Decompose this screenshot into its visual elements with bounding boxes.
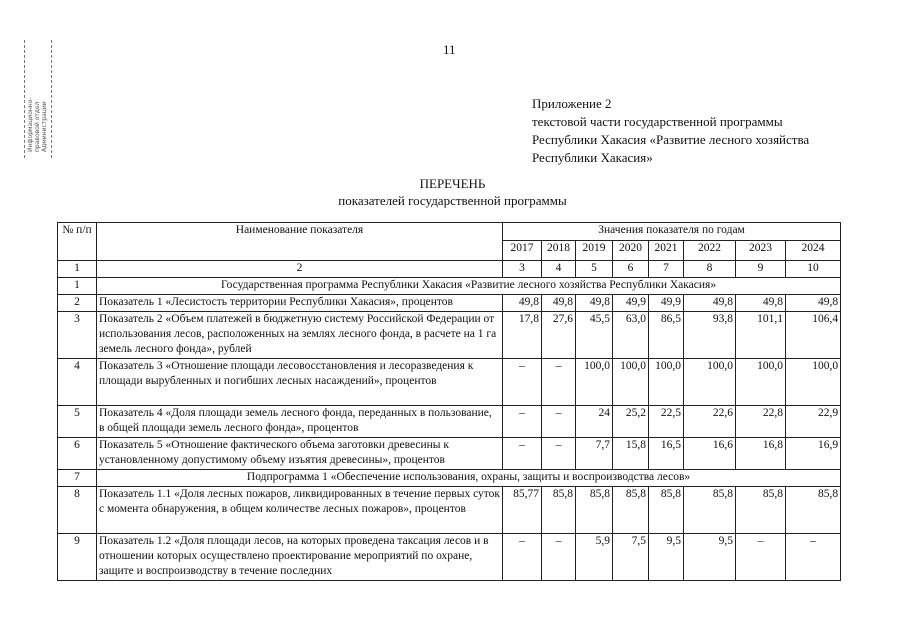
value-cell: 49,8 (576, 295, 613, 312)
section-title: Государственная программа Республики Хакасия «Развитие лесного хозяйства Республики Хакасия» (97, 278, 841, 295)
value-cell: 100,0 (684, 359, 736, 406)
indicators-table (57, 222, 841, 581)
document-title: ПЕРЕЧЕНЬ (419, 176, 486, 191)
value-cell: 25,2 (613, 406, 649, 438)
column-number: 3 (503, 261, 542, 278)
row-number: 2 (58, 295, 97, 312)
value-cell: – (503, 406, 542, 438)
value-cell: 9,5 (684, 534, 736, 581)
value-cell: 85,8 (542, 487, 576, 534)
value-cell: 7,5 (613, 534, 649, 581)
value-cell: 22,9 (786, 406, 841, 438)
value-cell: 49,8 (786, 295, 841, 312)
header-year: 2020 (613, 241, 649, 261)
column-number-row (58, 261, 841, 278)
indicator-name: Показатель 5 «Отношение фактического объема заготовки древесины к установленному допустимому объему изъятия древесины», процентов (97, 438, 503, 470)
column-number: 8 (684, 261, 736, 278)
value-cell: 22,6 (684, 406, 736, 438)
appendix-header (532, 95, 809, 167)
value-cell: – (736, 534, 786, 581)
table-row (58, 312, 841, 359)
row-number: 5 (58, 406, 97, 438)
value-cell: 101,1 (736, 312, 786, 359)
section-title: Подпрограмма 1 «Обеспечение использования, охраны, защиты и воспроизводства лесов» (97, 470, 841, 487)
row-number: 7 (58, 470, 97, 487)
value-cell: 100,0 (786, 359, 841, 406)
value-cell: 100,0 (736, 359, 786, 406)
column-number: 1 (58, 261, 97, 278)
header-year: 2023 (736, 241, 786, 261)
value-cell: 85,8 (649, 487, 684, 534)
row-number: 9 (58, 534, 97, 581)
value-cell: 9,5 (649, 534, 684, 581)
value-cell: 85,8 (613, 487, 649, 534)
value-cell: – (786, 534, 841, 581)
appendix-line: Приложение 2 (532, 96, 612, 111)
header-year: 2024 (786, 241, 841, 261)
value-cell: 16,5 (649, 438, 684, 470)
indicator-name: Показатель 1.2 «Доля площади лесов, на которых проведена таксация лесов и в отношении которых осуществлено проектирование мероприятий по охране, защите и воспроизводству в течение последних (97, 534, 503, 581)
column-number: 4 (542, 261, 576, 278)
indicator-name: Показатель 2 «Объем платежей в бюджетную систему Российской Федерации от использования лесов, расположенных на землях лесного фонда, в расчете на 1 га земель лесного фонда», рублей (97, 312, 503, 359)
value-cell: 63,0 (613, 312, 649, 359)
stamp-line: правовой отдел (34, 101, 41, 152)
value-cell: 15,8 (613, 438, 649, 470)
value-cell: 85,8 (576, 487, 613, 534)
value-cell: – (503, 534, 542, 581)
stamp-line: Администрации (41, 101, 48, 152)
value-cell: 49,8 (736, 295, 786, 312)
table-row (58, 534, 841, 581)
value-cell: 22,5 (649, 406, 684, 438)
indicator-name: Показатель 4 «Доля площади земель лесного фонда, переданных в пользование, в общей площади земель лесного фонда», процентов (97, 406, 503, 438)
value-cell: 16,6 (684, 438, 736, 470)
column-number: 10 (786, 261, 841, 278)
row-number: 3 (58, 312, 97, 359)
value-cell: 85,8 (736, 487, 786, 534)
appendix-line: текстовой части государственной программы (532, 114, 783, 129)
value-cell: 86,5 (649, 312, 684, 359)
value-cell: 17,8 (503, 312, 542, 359)
indicator-name: Показатель 3 «Отношение площади лесовосстановления и лесоразведения к площади вырубленных и погибших лесных насаждений», процентов (97, 359, 503, 406)
header-num: № п/п (58, 223, 97, 261)
table-row (58, 359, 841, 406)
page-number: 11 (443, 42, 456, 57)
indicator-name: Показатель 1.1 «Доля лесных пожаров, ликвидированных в течение первых суток с момента обнаружения, в общем количестве лесных пожаров», процентов (97, 487, 503, 534)
column-number: 7 (649, 261, 684, 278)
document-subtitle: показателей государственной программы (338, 193, 567, 208)
value-cell: – (542, 438, 576, 470)
value-cell: – (542, 406, 576, 438)
value-cell: 22,8 (736, 406, 786, 438)
column-number: 6 (613, 261, 649, 278)
value-cell: – (503, 359, 542, 406)
column-number: 5 (576, 261, 613, 278)
header-year: 2018 (542, 241, 576, 261)
table-row (58, 438, 841, 470)
value-cell: 106,4 (786, 312, 841, 359)
value-cell: 49,9 (613, 295, 649, 312)
header-year: 2022 (684, 241, 736, 261)
value-cell: 5,9 (576, 534, 613, 581)
table-section-row (58, 278, 841, 295)
value-cell: 85,77 (503, 487, 542, 534)
value-cell: 16,8 (736, 438, 786, 470)
row-number: 4 (58, 359, 97, 406)
row-number: 1 (58, 278, 97, 295)
header-name: Наименование показателя (97, 223, 503, 261)
value-cell: 24 (576, 406, 613, 438)
value-cell: – (542, 359, 576, 406)
indicator-name: Показатель 1 «Лесистость территории Республики Хакасия», процентов (97, 295, 503, 312)
table-section-row (58, 470, 841, 487)
value-cell: 16,9 (786, 438, 841, 470)
value-cell: 93,8 (684, 312, 736, 359)
header-year: 2017 (503, 241, 542, 261)
row-number: 8 (58, 487, 97, 534)
value-cell: 85,8 (684, 487, 736, 534)
value-cell: 49,8 (542, 295, 576, 312)
value-cell: 49,9 (649, 295, 684, 312)
value-cell: 100,0 (576, 359, 613, 406)
appendix-line: Республики Хакасия «Развитие лесного хозяйства (532, 132, 810, 147)
column-number: 2 (97, 261, 503, 278)
table-row (58, 406, 841, 438)
header-year: 2021 (649, 241, 684, 261)
header-values: Значения показателя по годам (503, 223, 841, 241)
value-cell: 49,8 (503, 295, 542, 312)
header-year: 2019 (576, 241, 613, 261)
table-row (58, 295, 841, 312)
value-cell: 45,5 (576, 312, 613, 359)
registration-stamp (24, 40, 52, 158)
row-number: 6 (58, 438, 97, 470)
value-cell: 100,0 (613, 359, 649, 406)
column-number: 9 (736, 261, 786, 278)
value-cell: 85,8 (786, 487, 841, 534)
value-cell: 100,0 (649, 359, 684, 406)
value-cell: – (542, 534, 576, 581)
value-cell: 27,6 (542, 312, 576, 359)
value-cell: – (503, 438, 542, 470)
appendix-line: Республики Хакасия» (532, 150, 653, 165)
table-row (58, 487, 841, 534)
stamp-line: Информационно- (27, 97, 34, 152)
value-cell: 49,8 (684, 295, 736, 312)
value-cell: 7,7 (576, 438, 613, 470)
